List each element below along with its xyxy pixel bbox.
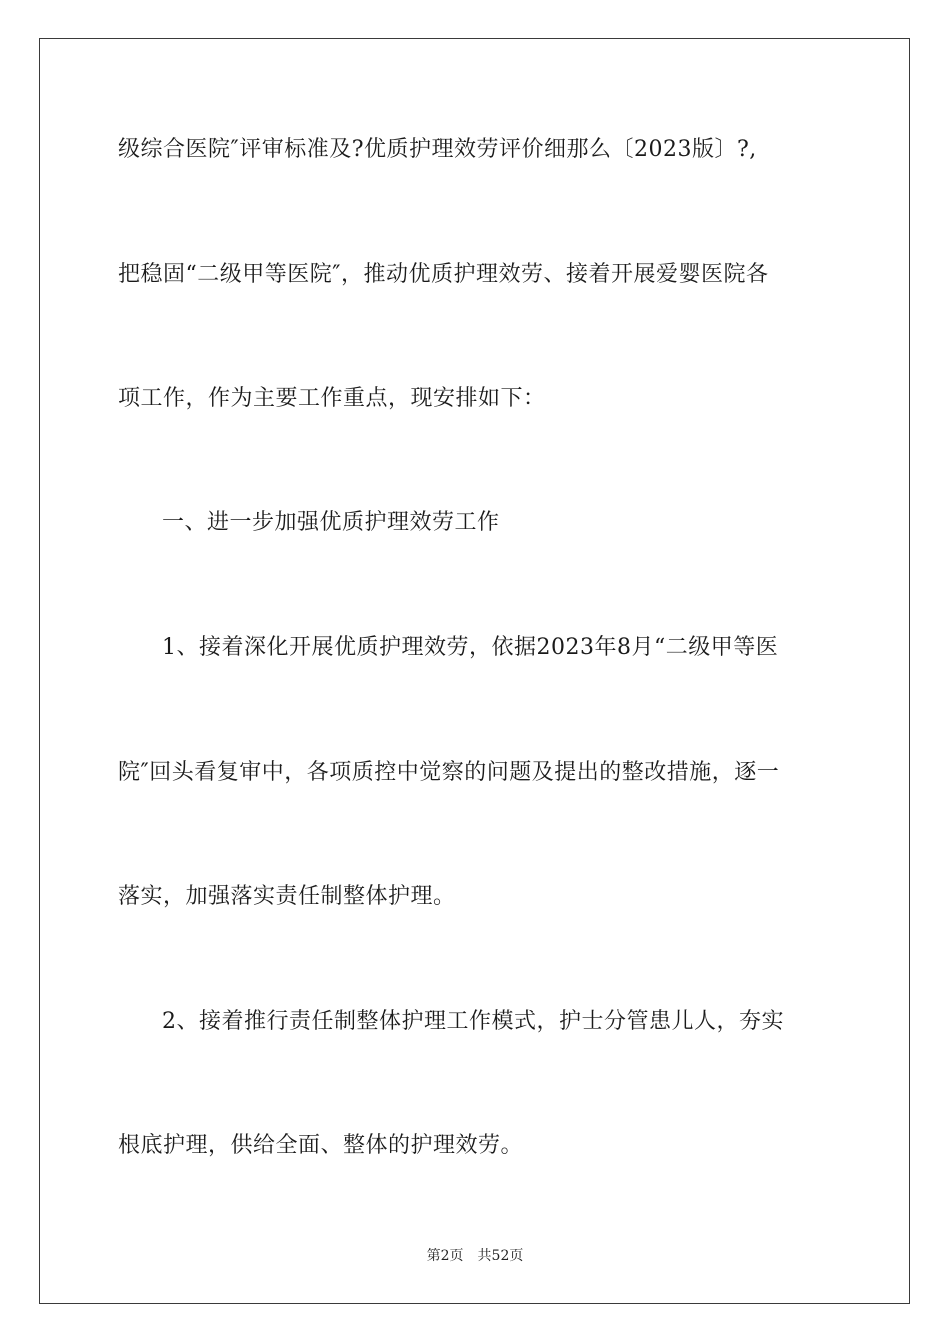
body-line-5: 1、接着深化开展优质护理效劳，依据2023年8月“二级甲等医 [162, 635, 779, 660]
page-frame [39, 38, 910, 1304]
body-line-6: 院″回头看复审中，各项质控中觉察的问题及提出的整改措施，逐一 [118, 760, 780, 785]
body-line-1: 级综合医院″评审标准及?优质护理效劳评价细那么〔2023版〕?, [118, 137, 757, 162]
body-line-9: 根底护理，供给全面、整体的护理效劳。 [118, 1133, 524, 1158]
body-line-7: 落实，加强落实责任制整体护理。 [118, 884, 456, 909]
body-line-2: 把稳固“二级甲等医院″，推动优质护理效劳、接着开展爱婴医院各 [118, 262, 769, 287]
page-total: 共52页 [477, 1248, 524, 1264]
page-number: 第2页 [426, 1248, 464, 1264]
page-footer [0, 1246, 950, 1266]
body-line-3: 项工作，作为主要工作重点，现安排如下： [118, 386, 546, 411]
body-line-8: 2、接着推行责任制整体护理工作模式，护士分管患儿人，夯实 [162, 1009, 784, 1034]
section-heading-1: 一、进一步加强优质护理效劳工作 [162, 510, 500, 535]
